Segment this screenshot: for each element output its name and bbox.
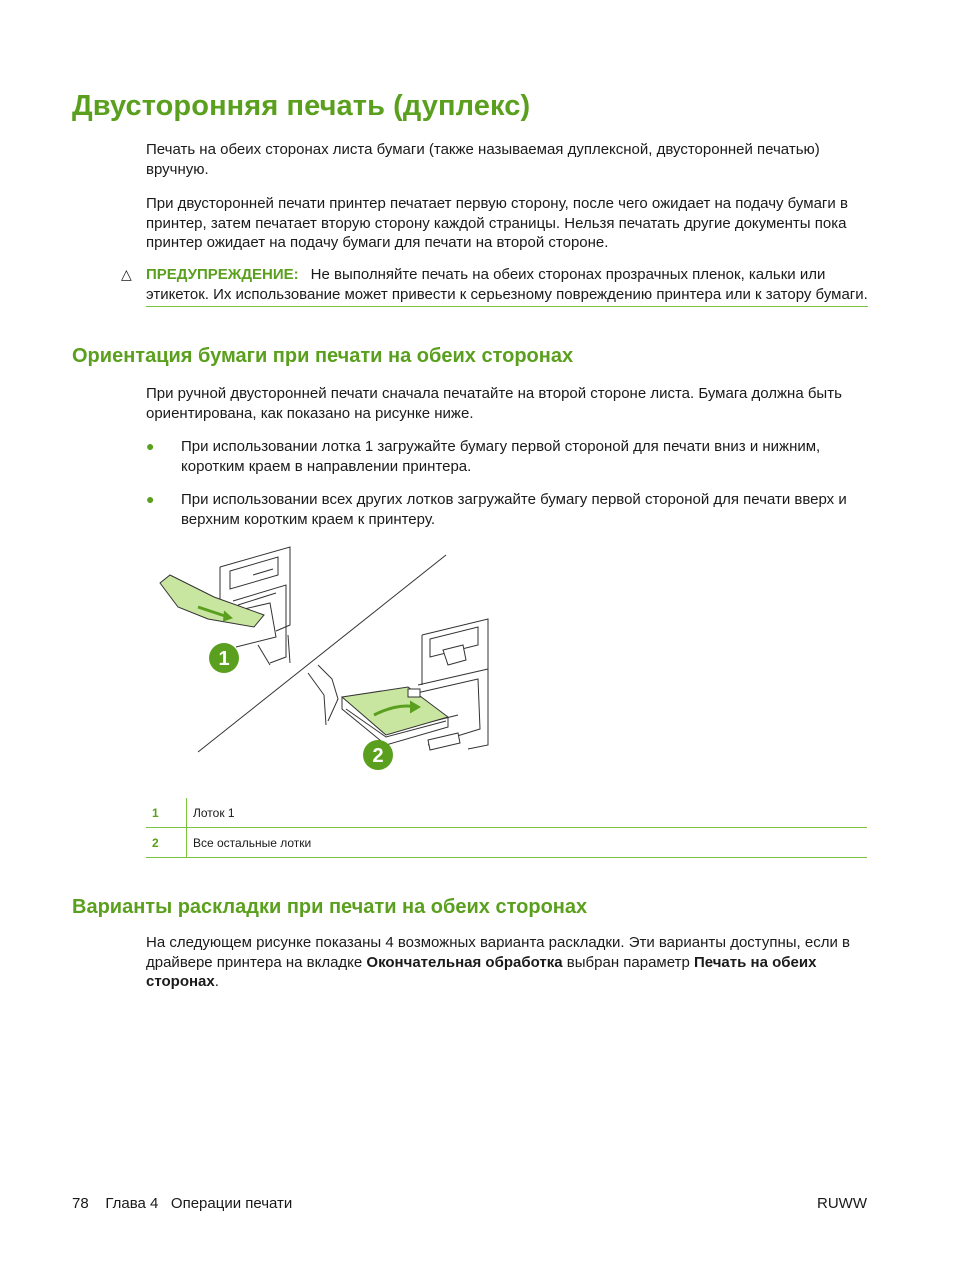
callout-number: 1 bbox=[218, 648, 230, 670]
legend-number: 2 bbox=[146, 828, 187, 858]
bullet-icon: ● bbox=[146, 438, 155, 454]
table-row bbox=[146, 798, 867, 828]
legend-number: 1 bbox=[146, 798, 187, 828]
hand-outline bbox=[318, 665, 338, 721]
intro-paragraph-1: Печать на обеих сторонах листа бумаги (также называемая дуплексной, двусторонней печатью) вручную. bbox=[146, 141, 820, 178]
legend-label: Лоток 1 bbox=[187, 798, 868, 828]
paper-orientation-figure bbox=[158, 545, 498, 785]
warning-note bbox=[146, 265, 868, 307]
bullet-icon: ● bbox=[146, 491, 155, 507]
orientation-paragraph: При ручной двусторонней печати сначала печатайте на второй стороне листа. Бумага должна быть ориентирована, как показано на рисунке ниже. bbox=[146, 385, 842, 422]
callout-number: 2 bbox=[372, 745, 384, 767]
figure-callout-1 bbox=[209, 643, 239, 673]
layout-paragraph: На следующем рисунке показаны 4 возможных варианта раскладки. Эти варианты доступны, если в драйвере принтера на вкладке Окончательная обработка выбран параметр Печать на обеих сторонах. bbox=[146, 934, 850, 990]
footer-chapter: Глава 4 bbox=[105, 1195, 159, 1212]
footer-left bbox=[72, 1195, 292, 1212]
bold-tab-name: Окончательная обработка bbox=[366, 953, 563, 971]
legend-label: Все остальные лотки bbox=[187, 828, 868, 858]
section-heading-orientation: Ориентация бумаги при печати на обеих сторонах bbox=[72, 345, 574, 367]
bullet-text: При использовании всех других лотков загружайте бумагу первой стороной для печати вверх и верхним коротким краем к принтеру. bbox=[181, 491, 847, 528]
printer-tray2-illustration bbox=[408, 619, 488, 750]
section-heading-layout: Варианты раскладки при печати на обеих сторонах bbox=[72, 896, 588, 918]
intro-paragraph-2: При двусторонней печати принтер печатает первую сторону, после чего ожидает на подачу бумаги в принтер, затем печатает вторую сторону каждой страницы. Нельзя печатать другие документы пока принтер ожидает на подачу бумаги для печати на второй стороне. bbox=[146, 195, 848, 251]
warning-text: Не выполняйте печать на обеих сторонах прозрачных пленок, кальки или этикеток. Их использование может привести к серьезному повреждению принтера или к затору бумаги. bbox=[146, 266, 868, 303]
warning-triangle-icon: △ bbox=[121, 266, 132, 282]
footer-right: RUWW bbox=[817, 1195, 867, 1212]
table-row bbox=[146, 828, 867, 858]
figure-callout-2 bbox=[363, 740, 393, 770]
paper-stack-tray2 bbox=[342, 687, 448, 735]
footer-chapter-title: Операции печати bbox=[170, 1195, 293, 1212]
page-number: 78 bbox=[72, 1195, 89, 1212]
figure-legend-table bbox=[146, 798, 867, 858]
warning-label: ПРЕДУПРЕЖДЕНИЕ: bbox=[146, 266, 299, 283]
page-title: Двусторонняя печать (дуплекс) bbox=[72, 90, 531, 122]
bullet-text: При использовании лотка 1 загружайте бумагу первой стороной для печати вниз и нижним, коротким краем в направлении принтера. bbox=[181, 438, 821, 475]
tray-label bbox=[408, 689, 420, 697]
bold-option-name: Печать на обеих сторонах bbox=[146, 953, 817, 990]
